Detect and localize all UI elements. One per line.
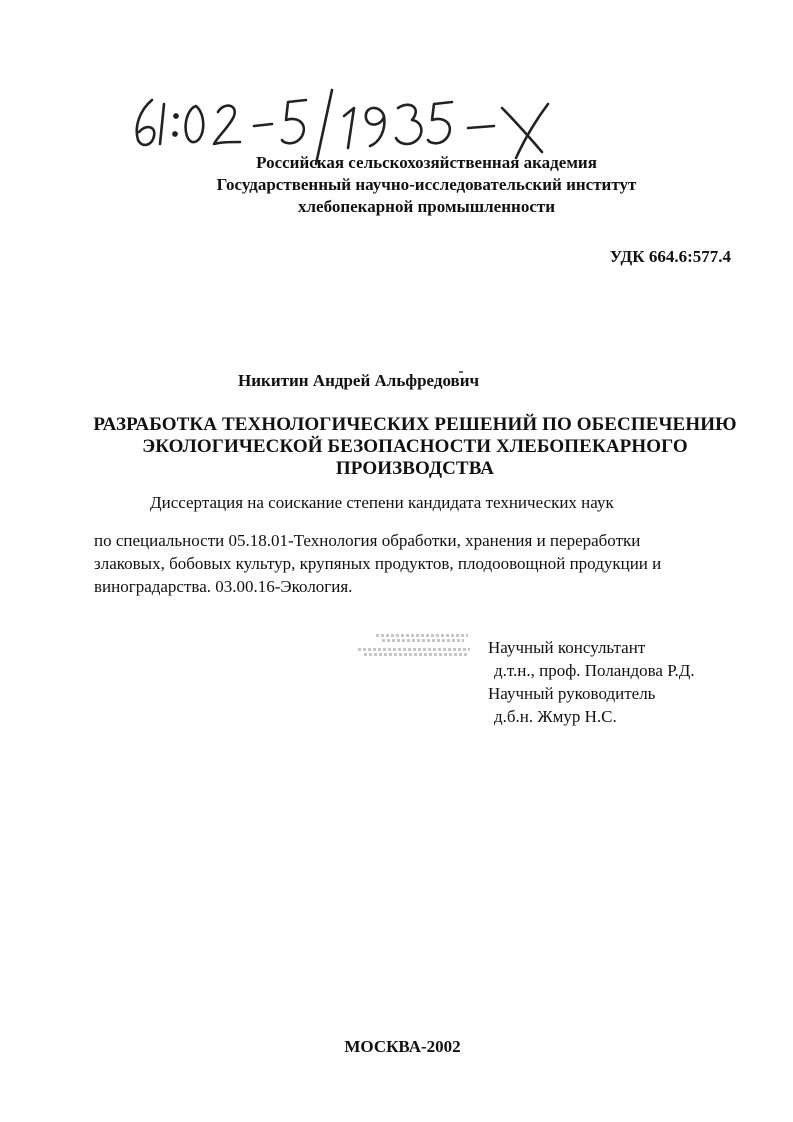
title-line: ЭКОЛОГИЧЕСКОЙ БЕЗОПАСНОСТИ ХЛЕБОПЕКАРНОГО — [142, 436, 688, 457]
dissertation-title — [60, 414, 770, 480]
title-line: РАЗРАБОТКА ТЕХНОЛОГИЧЕСКИХ РЕШЕНИЙ ПО ОБЕСПЕЧЕНИЮ — [93, 414, 737, 435]
city-year: МОСКВА-2002 — [344, 1037, 461, 1056]
udc-code: УДК 664.6:577.4 — [609, 247, 731, 266]
consultant-label: Научный консультант — [488, 638, 646, 657]
institution-line-institute: Государственный научно-исследовательский институт — [216, 175, 637, 194]
institution-block — [30, 152, 793, 218]
specialty-block — [94, 529, 734, 598]
advisors-block — [488, 636, 695, 728]
supervisor-label: Научный руководитель — [488, 684, 656, 703]
specialty-line: виноградарства. 03.00.16-Экология. — [94, 577, 353, 596]
institution-line-industry: хлебопекарной промышленности — [297, 197, 556, 216]
author-name: Никитин Андрей Альфредович — [238, 371, 480, 390]
title-line: ПРОИЗВОДСТВА — [335, 458, 495, 479]
institution-line-academy: Российская сельскохозяйственная академия — [256, 153, 597, 172]
consultant-name: д.т.н., проф. Поландова Р.Д. — [494, 661, 695, 680]
specialty-line: по специальности 05.18.01-Технология обработки, хранения и переработки — [94, 531, 641, 550]
specialty-line: злаковых, бобовых культур, крупяных продуктов, плодоовощной продукции и — [94, 554, 662, 573]
degree-statement: Диссертация на соискание степени кандидата технических наук — [150, 493, 614, 512]
supervisor-name: д.б.н. Жмур Н.С. — [494, 707, 617, 726]
library-stamp — [358, 630, 478, 660]
